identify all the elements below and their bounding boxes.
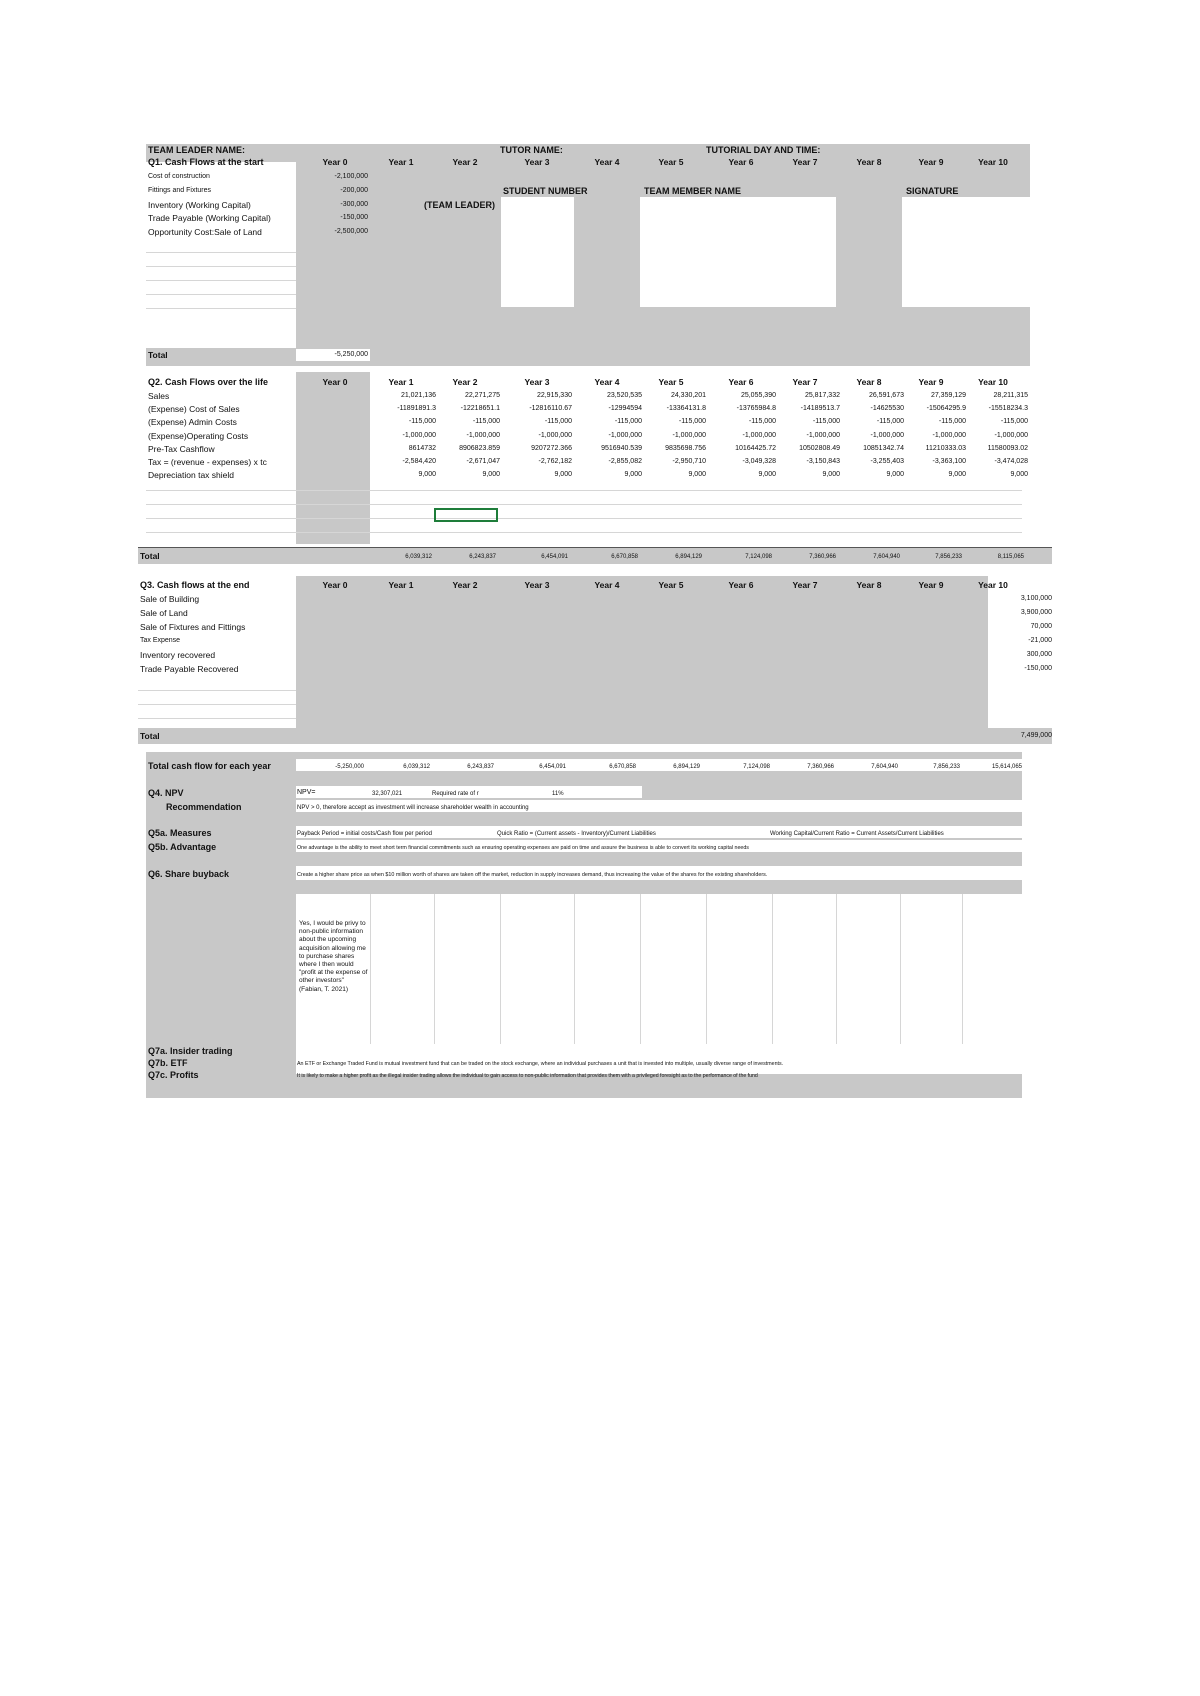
q3-year-header: Year 2 [452, 580, 478, 590]
q1-year-header: Year 6 [728, 157, 754, 167]
q2-cell: -115,000 [678, 418, 706, 426]
q1-title: Q1. Cash Flows at the start [148, 157, 264, 167]
q2-cell: 9,000 [758, 471, 776, 479]
q2-cell: -1,000,000 [402, 431, 436, 439]
q2-cell: 28,211,315 [993, 392, 1028, 399]
q2-cell: 25,817,332 [804, 392, 840, 399]
q2-row-label: Depreciation tax shield [148, 470, 234, 481]
q3-year-header: Year 1 [388, 580, 414, 590]
q1-row-value: -150,000 [340, 214, 368, 221]
q2-cell: -1,000,000 [608, 431, 642, 439]
q2-cell: -3,255,403 [870, 458, 904, 465]
q2-row-label: Tax = (revenue - expenses) x tc [148, 457, 267, 467]
q2-cell: 9,000 [688, 471, 706, 479]
q2-cell: 9,000 [624, 471, 642, 479]
q2-cell: -115,000 [408, 418, 436, 426]
q2-year-header: Year 5 [658, 377, 684, 387]
q2-cell: 24,330,201 [670, 392, 706, 399]
q2-total-cell: 7,360,966 [809, 554, 836, 560]
q6-text: Create a higher share price as when $10 million worth of shares are taken off the market, reduction in supply increases demand, thus increasing the value of the shares for the existing shareholders. [297, 872, 768, 878]
q2-row-label: (Expense)Operating Costs [148, 430, 249, 441]
q3-row-label: Sale of Fixtures and Fittings [140, 622, 246, 632]
q2-cell: -12994594 [608, 405, 642, 413]
tutor-label: TUTOR NAME: [500, 145, 563, 155]
q1-row-value: -2,500,000 [334, 228, 368, 235]
q2-cell: -13765984.8 [736, 405, 776, 413]
grid-line [434, 894, 435, 1044]
grid-line [772, 894, 773, 1044]
total-cash-flow-cell: 6,243,837 [467, 764, 494, 770]
q2-cell: -1,000,000 [672, 431, 706, 439]
q1-year-header: Year 9 [918, 157, 944, 167]
q1-row-value: -2,100,000 [334, 173, 368, 180]
q3-year-header: Year 3 [524, 580, 550, 590]
q3-year-header: Year 0 [322, 580, 348, 590]
q2-total-cell: 7,124,098 [745, 554, 772, 560]
q2-year-header: Year 7 [792, 377, 818, 387]
q1-row-label: Fittings and Fixtures [148, 187, 212, 194]
grid-line [370, 894, 371, 1044]
signature-box [902, 197, 1030, 307]
q2-title: Q2. Cash Flows over the life [148, 377, 269, 387]
student-number-box [501, 197, 574, 307]
q3-row-value: -21,000 [1028, 637, 1052, 644]
q2-cell: 9516940.539 [601, 444, 642, 452]
q2-cell: 21,021,136 [400, 392, 436, 399]
q1-year-header: Year 0 [322, 157, 348, 167]
q2-cell: 9,000 [886, 471, 904, 479]
q2-cell: -3,363,100 [932, 458, 966, 465]
q2-year-header: Year 10 [978, 377, 1008, 387]
q3-year-header: Year 6 [728, 580, 754, 590]
row-line [146, 308, 296, 309]
q1-year-header: Year 5 [658, 157, 684, 167]
q2-cell: 8906823.859 [459, 444, 500, 452]
q1-row-label: Trade Payable (Working Capital) [148, 213, 271, 223]
q2-cell: -1,000,000 [806, 431, 840, 439]
row-line [138, 704, 296, 705]
q1-row-value: -200,000 [340, 187, 368, 194]
q2-cell: -115,000 [544, 418, 572, 426]
row-line [146, 518, 1022, 519]
q1-row-value: -300,000 [340, 201, 368, 208]
q2-row-label: Pre-Tax Cashflow [148, 443, 215, 454]
bg-q3 [296, 576, 988, 736]
q5a-label: Q5a. Measures [148, 828, 212, 838]
q2-total-cell: 7,856,233 [935, 554, 962, 560]
total-cash-flow-cell: -5,250,000 [335, 764, 364, 770]
q2-cell: 9,000 [822, 471, 840, 479]
q4-label: Q4. NPV [148, 788, 184, 798]
bg-q1-right [1030, 144, 1062, 366]
q2-cell: -115,000 [938, 418, 966, 426]
q2-cell: -115,000 [748, 418, 776, 426]
total-cash-flow-cell: 7,124,098 [743, 764, 770, 770]
q1-year-header: Year 4 [594, 157, 620, 167]
q2-cell: 9,000 [1010, 471, 1028, 479]
q3-row-label: Sale of Land [140, 608, 188, 618]
q2-cell: -115,000 [876, 418, 904, 426]
q2-total-cell: 8,115,065 [997, 554, 1024, 560]
q7c-label: Q7c. Profits [148, 1070, 199, 1080]
q7b-label: Q7b. ETF [148, 1058, 188, 1068]
q2-cell: -3,474,028 [994, 458, 1028, 465]
q3-year-header: Year 4 [594, 580, 620, 590]
q1-row-label: Opportunity Cost:Sale of Land [148, 227, 262, 237]
q2-cell: -3,049,328 [742, 458, 776, 465]
rate-label: Required rate of r [432, 791, 479, 797]
q2-total-cell: 6,039,312 [405, 554, 432, 560]
npv-value: 32,307,021 [372, 791, 403, 797]
q2-cell: 9835698.756 [665, 444, 706, 452]
recommendation-label: Recommendation [166, 802, 242, 812]
q3-year-header: Year 8 [856, 580, 882, 590]
q2-cell: -1,000,000 [538, 431, 572, 439]
q2-cell: 10502808.49 [799, 444, 840, 452]
q2-cell: -1,000,000 [932, 431, 966, 439]
q2-cell: -2,671,047 [466, 458, 500, 465]
q2-total-cell: 6,243,837 [469, 554, 496, 560]
q3-row-value: 3,900,000 [1020, 609, 1052, 616]
q2-cell: 11210333.03 [925, 444, 966, 452]
q3-year-header: Year 5 [658, 580, 684, 590]
q2-year-header: Year 1 [388, 377, 414, 387]
q2-year-header: Year 3 [524, 377, 550, 387]
q1-year-header: Year 3 [524, 157, 550, 167]
row-line [146, 252, 296, 253]
q2-total-cell: 6,454,091 [541, 554, 568, 560]
q2-cell: -13364131.8 [666, 405, 706, 413]
selected-cell[interactable] [434, 508, 498, 522]
student-number-label: STUDENT NUMBER [503, 186, 588, 196]
row-line [146, 490, 1022, 491]
q3-year-header: Year 10 [978, 580, 1008, 590]
q2-cell: 25,055,390 [740, 392, 776, 399]
q2-cell: -15064295.9 [926, 405, 966, 413]
q3-row-label: Sale of Building [140, 594, 200, 604]
row-line [146, 532, 1022, 533]
q5b-label: Q5b. Advantage [148, 842, 217, 852]
q3-total-value: 7,499,000 [1020, 732, 1052, 739]
q2-row-label: (Expense) Cost of Sales [148, 404, 240, 415]
q3-row-value: 70,000 [1030, 623, 1052, 630]
q2-cell: -2,855,082 [608, 458, 642, 465]
q2-year-header: Year 4 [594, 377, 620, 387]
total-cash-flow-cell: 6,670,858 [609, 764, 636, 770]
q2-cell: -1,000,000 [742, 431, 776, 439]
q2-row-label: (Expense) Admin Costs [148, 417, 237, 428]
grid-line [836, 894, 837, 1044]
row-line [138, 690, 296, 691]
q1-total-value: -5,250,000 [334, 351, 368, 358]
q7c-text: It is likely to make a higher profit as the illegal insider trading allows the individual to gain access to non-public information that provides them with a privileged foresight as to the performance of the fund [297, 1073, 758, 1079]
row-line [146, 280, 296, 281]
q1-year-header: Year 10 [978, 157, 1008, 167]
q2-cell: -115,000 [1000, 418, 1028, 426]
q2-cell: -14625530 [870, 405, 904, 413]
q2-year-header: Year 0 [322, 377, 348, 387]
q3-row-value: -150,000 [1024, 665, 1052, 672]
q2-cell: -1,000,000 [994, 431, 1028, 439]
q1-year-header: Year 2 [452, 157, 478, 167]
grid-line [500, 894, 501, 1044]
q1-row-label: Cost of construction [148, 173, 210, 180]
q3-year-header: Year 7 [792, 580, 818, 590]
grid-line [962, 894, 963, 1044]
recommendation-text: NPV > 0, therefore accept as investment will increase shareholder wealth in accounting [297, 805, 529, 811]
q2-cell: 9,000 [482, 471, 500, 479]
q2-cell: -2,584,420 [402, 458, 436, 465]
q2-year-header: Year 2 [452, 377, 478, 387]
q2-cell: -15518234.3 [988, 405, 1028, 413]
row-line [146, 266, 296, 267]
q2-cell: -115,000 [472, 418, 500, 426]
q5a-text-2: Quick Ratio = (Current assets - Inventory)/Current Liabilities [497, 831, 656, 837]
rate-value: 11% [552, 791, 564, 797]
team-member-label: TEAM MEMBER NAME [644, 186, 741, 196]
q1-total-label: Total [148, 350, 168, 360]
q2-cell: -12218651.1 [460, 405, 500, 413]
q3-row-label: Inventory recovered [140, 650, 216, 660]
q3-title: Q3. Cash flows at the end [140, 580, 250, 590]
q2-cell: 11580093.02 [987, 444, 1028, 452]
team-leader-label: TEAM LEADER NAME: [148, 145, 245, 155]
q2-cell: -115,000 [812, 418, 840, 426]
q2-cell: -14189513.7 [800, 405, 840, 413]
total-cash-flow-cell: 6,454,091 [539, 764, 566, 770]
grid-line [574, 894, 575, 1044]
q2-cell: 10164425.72 [735, 444, 776, 452]
grid-line [900, 894, 901, 1044]
q2-cell: 9207272.366 [531, 444, 572, 452]
q3-row-value: 300,000 [1026, 651, 1052, 658]
q3-row-label: Trade Payable Recovered [140, 664, 239, 674]
q1-year-header: Year 7 [792, 157, 818, 167]
q2-cell: -1,000,000 [870, 431, 904, 439]
q2-cell: 8614732 [408, 444, 436, 452]
q1-year-header: Year 8 [856, 157, 882, 167]
q2-cell: 9,000 [948, 471, 966, 479]
q5b-text: One advantage is the ability to meet short term financial commitments such as ensuring operating expenses are paid on time and assure the business is able to convert its working capital needs [297, 845, 749, 851]
total-cash-flow-cell: 6,039,312 [403, 764, 430, 770]
q2-cell: 9,000 [554, 471, 572, 479]
total-cash-flow-label: Total cash flow for each year [148, 761, 271, 771]
q2-year-header: Year 8 [856, 377, 882, 387]
team-leader-tag: (TEAM LEADER) [424, 200, 495, 210]
q2-cell: 10851342.74 [863, 444, 904, 452]
q3-year-header: Year 9 [918, 580, 944, 590]
total-cash-flow-cell: 7,856,233 [933, 764, 960, 770]
q2-row-label: Sales [148, 391, 170, 401]
q2-year-header: Year 6 [728, 377, 754, 387]
grid-line [706, 894, 707, 1044]
row-line [138, 718, 296, 719]
q2-year-header: Year 9 [918, 377, 944, 387]
q2-cell: 23,520,535 [606, 392, 642, 399]
npv-label: NPV= [297, 789, 316, 796]
row-line [146, 294, 296, 295]
total-cash-flow-cell: 7,604,940 [871, 764, 898, 770]
q5a-text-1: Payback Period = initial costs/Cash flow per period [297, 831, 432, 837]
q2-cell: -12816110.67 [529, 405, 572, 413]
total-cash-flow-cell: 7,360,966 [807, 764, 834, 770]
q2-cell: 27,359,129 [930, 392, 966, 399]
q2-cell: 26,591,673 [868, 392, 904, 399]
total-cash-flow-cell: 6,894,129 [673, 764, 700, 770]
q3-row-value: 3,100,000 [1020, 595, 1052, 602]
q1-row-label: Inventory (Working Capital) [148, 200, 251, 210]
q5a-text-3: Working Capital/Current Ratio = Current Assets/Current Liabilities [770, 831, 944, 837]
q1-total-bar [146, 348, 296, 362]
q2-cell: -11891891.3 [397, 405, 436, 413]
bg-q7-grid [296, 894, 1022, 1074]
q2-cell: 22,271,275 [464, 392, 500, 399]
signature-label: SIGNATURE [906, 186, 959, 196]
q2-total-label: Total [140, 551, 160, 561]
q2-total-cell: 7,604,940 [873, 554, 900, 560]
q2-cell: -2,950,710 [672, 458, 706, 465]
q2-cell: -3,150,843 [806, 458, 840, 465]
bg-q3-total [138, 728, 1052, 744]
divider [138, 547, 1052, 548]
row-line [146, 504, 1022, 505]
q2-cell: -1,000,000 [466, 431, 500, 439]
tutorial-label: TUTORIAL DAY AND TIME: [706, 145, 821, 155]
q2-cell: 9,000 [418, 471, 436, 479]
q7a-label: Q7a. Insider trading [148, 1046, 233, 1056]
q2-total-cell: 6,670,858 [611, 554, 638, 560]
q7b-text: An ETF or Exchange Traded Fund is mutual investment fund that can be traded on the stock exchange, where an individual purchases a unit that is invested into multiple, usually diverse range of investments. [297, 1061, 784, 1067]
total-cash-flow-cell: 15,614,065 [991, 764, 1022, 770]
q6-label: Q6. Share buyback [148, 869, 230, 879]
q2-cell: 22,915,330 [536, 392, 572, 399]
q3-row-label: Tax Expense [140, 637, 181, 644]
q7a-text: Yes, I would be privy to non-public information about the upcoming acquisition allowing me to purchase shares where I then would "profit at the expense of other investors" (Fabian, T. 2021) [299, 920, 368, 993]
q2-cell: -115,000 [614, 418, 642, 426]
q3-total-label: Total [140, 731, 160, 741]
grid-line [640, 894, 641, 1044]
q2-cell: -2,762,182 [538, 458, 572, 465]
q1-year-header: Year 1 [388, 157, 414, 167]
q2-total-cell: 6,894,129 [675, 554, 702, 560]
team-member-box [640, 197, 836, 307]
